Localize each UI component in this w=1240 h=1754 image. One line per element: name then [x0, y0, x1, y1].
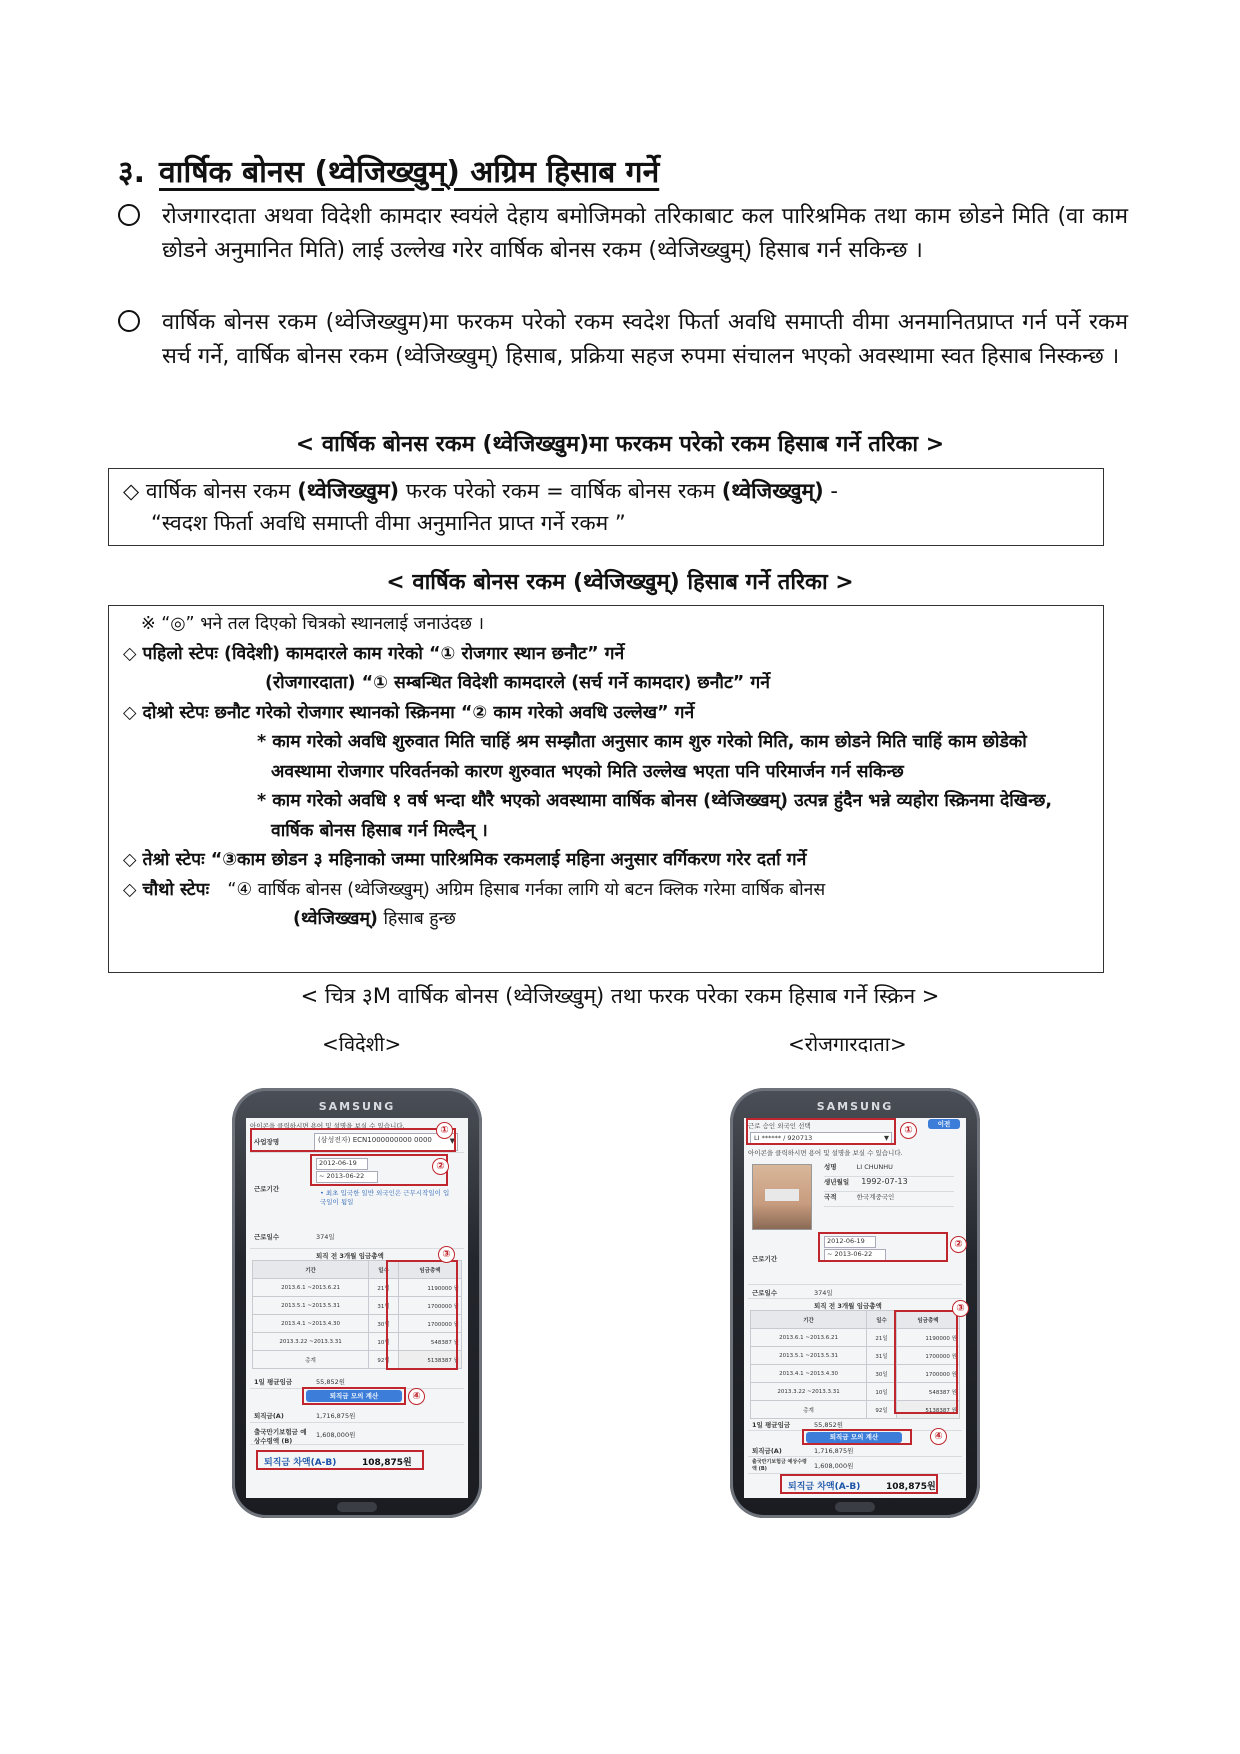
wage-value: 1190000	[427, 1285, 452, 1292]
marker-4: ④	[930, 1428, 947, 1445]
b-label: 출국만기보험금 예상수령액 (B)	[254, 1428, 307, 1445]
days-row	[748, 1286, 962, 1299]
cell-days: 10일	[867, 1383, 897, 1401]
b-value: 1,608,000원	[814, 1462, 854, 1470]
phone-employer	[730, 1088, 980, 1518]
cell-period: 2013.5.1 ~2013.5.31	[253, 1297, 369, 1315]
total-days: 92일	[867, 1401, 897, 1419]
formula-line-1	[123, 479, 838, 503]
result-label: 퇴직금 차액(A-B)	[788, 1482, 861, 1492]
highlight-4	[802, 1429, 912, 1445]
avg-value: 55,852원	[814, 1421, 844, 1429]
a-value: 1,716,875원	[316, 1412, 356, 1420]
marker-2: ②	[950, 1236, 967, 1253]
workplace-label: 사업장명	[254, 1138, 280, 1146]
wage-value: 1700000	[427, 1321, 452, 1328]
highlight-result	[256, 1450, 424, 1470]
calc-button[interactable]: 퇴직금 모의 계산	[306, 1390, 402, 1402]
won-unit: 원	[951, 1389, 957, 1396]
result-value: 108,875원	[362, 1458, 412, 1468]
total-wage: 5138387	[427, 1357, 452, 1364]
marker-4: ④	[408, 1388, 425, 1405]
b-value: 1,608,000원	[316, 1431, 356, 1439]
cell-days: 31일	[867, 1347, 897, 1365]
phone-brand: SAMSUNG	[318, 1100, 396, 1113]
step-2-note-1: * काम गरेको अवधि शुरुवात मिति चाहिं श्रम सम्झौता अनुसार काम शुरु गरेको मिति, काम छोडने मिति चाहिं काम छोडेको अवस्थामा रोजगार परिवर्तनको कारण शुरुवात भएको मिति उल्लेख भएता पनि परिमार्जन गर्न सकिन्छ	[257, 732, 1027, 782]
days-label: 근로일수	[752, 1289, 778, 1297]
date-start-value: 2012-06-19	[827, 1237, 865, 1245]
chevron-down-icon: ▼	[449, 1137, 455, 1145]
chevron-down-icon: ▼	[884, 1134, 889, 1142]
a-label: 퇴직금(A)	[752, 1447, 782, 1455]
won-unit: 원	[453, 1285, 459, 1292]
cell-period: 2013.4.1 ~2013.4.30	[751, 1365, 867, 1383]
formula-line-2: “स्वदश फिर्ता अवधि समाप्ती वीमा अनुमानित प्राप्त गर्ने रकम ”	[151, 511, 626, 535]
formula-part-b: (थ्वेजिख्खुम)	[297, 479, 400, 503]
worker-photo	[752, 1164, 812, 1230]
formula-box	[108, 468, 1104, 546]
step-4-label: ◇ चौथो स्टेपः	[123, 879, 210, 900]
wage-title: 퇴직 전 3개월 임금총액	[316, 1252, 384, 1260]
total-label: 총계	[253, 1351, 369, 1369]
search-button[interactable]: 이전	[928, 1119, 960, 1129]
cell-period: 2013.3.22 ~2013.3.31	[253, 1333, 369, 1351]
figure-caption: < चित्र ३M वार्षिक बोनस (थ्वेजिख्खुम्) तथा फरक परेका रकम हिसाब गर्ने स्क्रिन >	[300, 984, 940, 1008]
dob-label: 생년월일	[824, 1178, 850, 1186]
top-note: 아이콘을 클릭하시면 용어 및 설명을 보실 수 있습니다.	[250, 1122, 405, 1130]
paragraph-2-text: वार्षिक बोनस रकम (थ्वेजिख्खुम)मा फरकम परेको रकम स्वदेश फिर्ता अवधि समाप्ती वीमा अनमानितप्राप्त गर्न पर्ने रकम सर्च गर्ने, वार्षिक बोनस रकम (थ्वेजिख्खुम्) हिसाब, प्रक्रिया सहज रुपमा संचालन भएको अवस्थामा स्वत हिसाब निस्कन्छ ।	[162, 310, 1128, 369]
result-value: 108,875원	[886, 1482, 936, 1492]
step-4-term: (थ्वेजिख्खम्)	[293, 909, 378, 929]
step-3: ◇ तेश्रो स्टेपः “③काम छोडन ३ महिनाको जम्मा पारिश्रमिक रकमलाई महिना अनुसार वर्गिकरण गरेर दर्ता गर्ने	[123, 850, 807, 870]
circle-bullet-icon	[118, 310, 140, 332]
formula-part-c: फरक परेको रकम = वार्षिक बोनस रकम	[399, 479, 722, 503]
photo-blur	[765, 1189, 799, 1201]
a-label: 퇴직금(A)	[254, 1412, 284, 1420]
a-row	[748, 1445, 962, 1457]
marker-3: ③	[952, 1300, 969, 1317]
b-label: 출국만기보험금 예상수령액 (B)	[752, 1459, 807, 1472]
cell-period: 2013.3.22 ~2013.3.31	[751, 1383, 867, 1401]
col-days: 일수	[369, 1261, 399, 1279]
worker-info	[824, 1162, 954, 1207]
total-label: 총계	[751, 1401, 867, 1419]
b-row	[748, 1457, 962, 1474]
formula-part-e: -	[823, 479, 838, 503]
worker-select-value: LI ****** / 920713	[754, 1134, 813, 1142]
step-4-cont	[123, 905, 1089, 935]
cell-period: 2013.4.1 ~2013.4.30	[253, 1315, 369, 1333]
cell-period: 2013.6.1 ~2013.6.21	[751, 1329, 867, 1347]
date-end-value: ~ 2013-06-22	[827, 1250, 873, 1258]
highlight-4	[302, 1387, 406, 1405]
steps-section-title: < वार्षिक बोनस रकम (थ्वेजिख्खुम्) हिसाब गर्ने तरिका >	[386, 570, 854, 595]
home-button	[337, 1502, 377, 1512]
b-row	[250, 1424, 464, 1445]
col-period: 기간	[253, 1261, 369, 1279]
marker-1: ①	[436, 1122, 453, 1139]
date-start-value: 2012-06-19	[319, 1159, 357, 1167]
won-unit: 원	[951, 1335, 957, 1342]
won-unit: 원	[453, 1339, 459, 1346]
cell-days: 30일	[867, 1365, 897, 1383]
workplace-value: (삼성전자) ECN1000000000 0000	[318, 1136, 432, 1144]
cell-days: 21일	[867, 1329, 897, 1347]
won-unit: 원	[951, 1371, 957, 1378]
won-unit: 원	[453, 1303, 459, 1310]
won-unit: 원	[951, 1353, 957, 1360]
highlight-2	[818, 1232, 948, 1262]
wage-value: 1700000	[925, 1353, 950, 1360]
highlight-result	[780, 1474, 938, 1494]
label-foreigner: <विदेशी>	[322, 1032, 402, 1056]
paragraph-2	[118, 306, 1128, 374]
formula-section-title: < वार्षिक बोनस रकम (थ्वेजिख्खुम)मा फरकम परेको रकम हिसाब गर्ने तरिका >	[295, 432, 945, 457]
avg-label: 1일 평균임금	[254, 1378, 293, 1386]
step-4	[123, 876, 1089, 906]
a-row	[250, 1408, 464, 1423]
phone-screen-foreigner	[246, 1118, 468, 1498]
cell-days: 31일	[369, 1297, 399, 1315]
section-number: ३.	[118, 155, 145, 190]
highlight-1	[746, 1118, 896, 1145]
phone-foreigner	[232, 1088, 482, 1518]
days-label: 근로일수	[254, 1233, 280, 1241]
paragraph-1	[118, 200, 1128, 268]
col-days: 일수	[867, 1311, 897, 1329]
period-note: • 최초 입국한 일반 외국인은 근무시작일이 입국일이 됨일	[320, 1189, 450, 1206]
name-value: LI CHUNHU	[856, 1163, 893, 1171]
a-value: 1,716,875원	[814, 1447, 854, 1455]
step-2-note-2: * काम गरेको अवधि १ वर्ष भन्दा थौरै भएको अवस्थामा वार्षिक बोनस (थ्वेजिख्खम्) उत्पन्न हुंदैन भन्ने व्यहोरा स्क्रिनमा देखिन्छ, वार्षिक बोनस हिसाब गर्न मिल्दैन् ।	[257, 791, 1053, 841]
section-title: वार्षिक बोनस (थ्वेजिख्खुम्) अग्रिम हिसाब गर्ने	[159, 155, 660, 190]
marker-1: ①	[900, 1122, 917, 1139]
avg-value: 55,852원	[316, 1378, 346, 1386]
period-label: 근로기간	[752, 1255, 778, 1263]
cell-days: 30일	[369, 1315, 399, 1333]
dob-value: 1992-07-13	[861, 1177, 908, 1186]
wage-value: 548387	[430, 1339, 452, 1346]
cell-days: 10일	[369, 1333, 399, 1351]
cell-period: 2013.5.1 ~2013.5.31	[751, 1347, 867, 1365]
steps-note: ※ “◎” भने तल दिएको चित्रको स्थानलाई जनाउंदछ ।	[141, 614, 485, 634]
col-total: 임금총액	[896, 1311, 959, 1329]
home-button	[835, 1502, 875, 1512]
highlight-2	[310, 1154, 448, 1186]
step-4-end: हिसाब हुन्छ	[377, 909, 456, 929]
wage-value: 1700000	[925, 1371, 950, 1378]
days-value: 374일	[814, 1289, 833, 1297]
nat-value: 한국계중국인	[856, 1193, 895, 1201]
section-heading	[118, 150, 659, 191]
highlight-3	[894, 1310, 958, 1414]
marker-3: ③	[438, 1246, 455, 1263]
avg-label: 1일 평균임금	[752, 1421, 791, 1429]
won-unit: 원	[951, 1407, 957, 1414]
top-note: 근로 승인 외국인 선택	[748, 1122, 811, 1130]
step-1a: ◇ पहिलो स्टेपः (विदेशी) कामदारले काम गरेको “① रोजगार स्थान छनौट” गर्ने	[123, 643, 625, 664]
wage-title: 퇴직 전 3개월 임금총액	[814, 1302, 882, 1310]
circle-bullet-icon	[118, 204, 140, 226]
wage-value: 1700000	[427, 1303, 452, 1310]
step-2: ◇ दोश्रो स्टेपः छनौट गरेको रोजगार स्थानको स्क्रिनमा “② काम गरेको अवधि उल्लेख” गर्ने	[123, 702, 695, 723]
step-1b: (रोजगारदाता) “① सम्बन्धित विदेशी कामदारले (सर्च गर्ने कामदार) छनौट” गर्ने	[265, 673, 770, 693]
nat-label: 국적	[824, 1193, 837, 1201]
col-period: 기간	[751, 1311, 867, 1329]
date-end-value: ~ 2013-06-22	[319, 1172, 365, 1180]
steps-box	[108, 605, 1104, 973]
days-value: 374일	[316, 1233, 335, 1241]
calc-button[interactable]: 퇴직금 모의 계산	[806, 1432, 902, 1443]
label-employer: <रोजगारदाता>	[788, 1032, 907, 1056]
marker-2: ②	[432, 1158, 449, 1175]
highlight-3	[386, 1260, 458, 1370]
step-4-text: “④ वार्षिक बोनस (थ्वेजिख्खुम्) अग्रिम हिसाब गर्नका लागि यो बटन क्लिक गरेमा वार्षिक बोनस	[227, 879, 826, 900]
formula-part-d: (थ्वेजिख्खुम्)	[721, 479, 824, 503]
won-unit: 원	[453, 1321, 459, 1328]
phone-brand: SAMSUNG	[816, 1100, 894, 1113]
total-wage: 5138387	[925, 1407, 950, 1414]
total-days: 92일	[369, 1351, 399, 1369]
wage-value: 548387	[928, 1389, 950, 1396]
period-label: 근로기간	[254, 1185, 280, 1193]
cell-period: 2013.6.1 ~2013.6.21	[253, 1279, 369, 1297]
won-unit: 원	[453, 1357, 459, 1364]
result-label: 퇴직금 차액(A-B)	[264, 1458, 337, 1468]
name-label: 성명	[824, 1163, 837, 1171]
cell-days: 21일	[369, 1279, 399, 1297]
formula-part-a: ◇ वार्षिक बोनस रकम	[123, 479, 298, 503]
paragraph-1-text: रोजगारदाता अथवा विदेशी कामदार स्वयंले देहाय बमोजिमको तरिकाबाट कल पारिश्रमिक तथा काम छोडने मिति (वा काम छोडने अनुमानित मिति) लाई उल्लेख गरेर वार्षिक बोनस रकम (थ्वेजिख्खुम्) हिसाब गर्न सकिन्छ ।	[162, 204, 1128, 263]
highlight-1	[250, 1128, 456, 1152]
wage-value: 1190000	[925, 1335, 950, 1342]
col-total: 임금총액	[398, 1261, 461, 1279]
note-2: 아이콘을 클릭하시면 용어 및 설명을 보실 수 있습니다.	[748, 1149, 903, 1157]
